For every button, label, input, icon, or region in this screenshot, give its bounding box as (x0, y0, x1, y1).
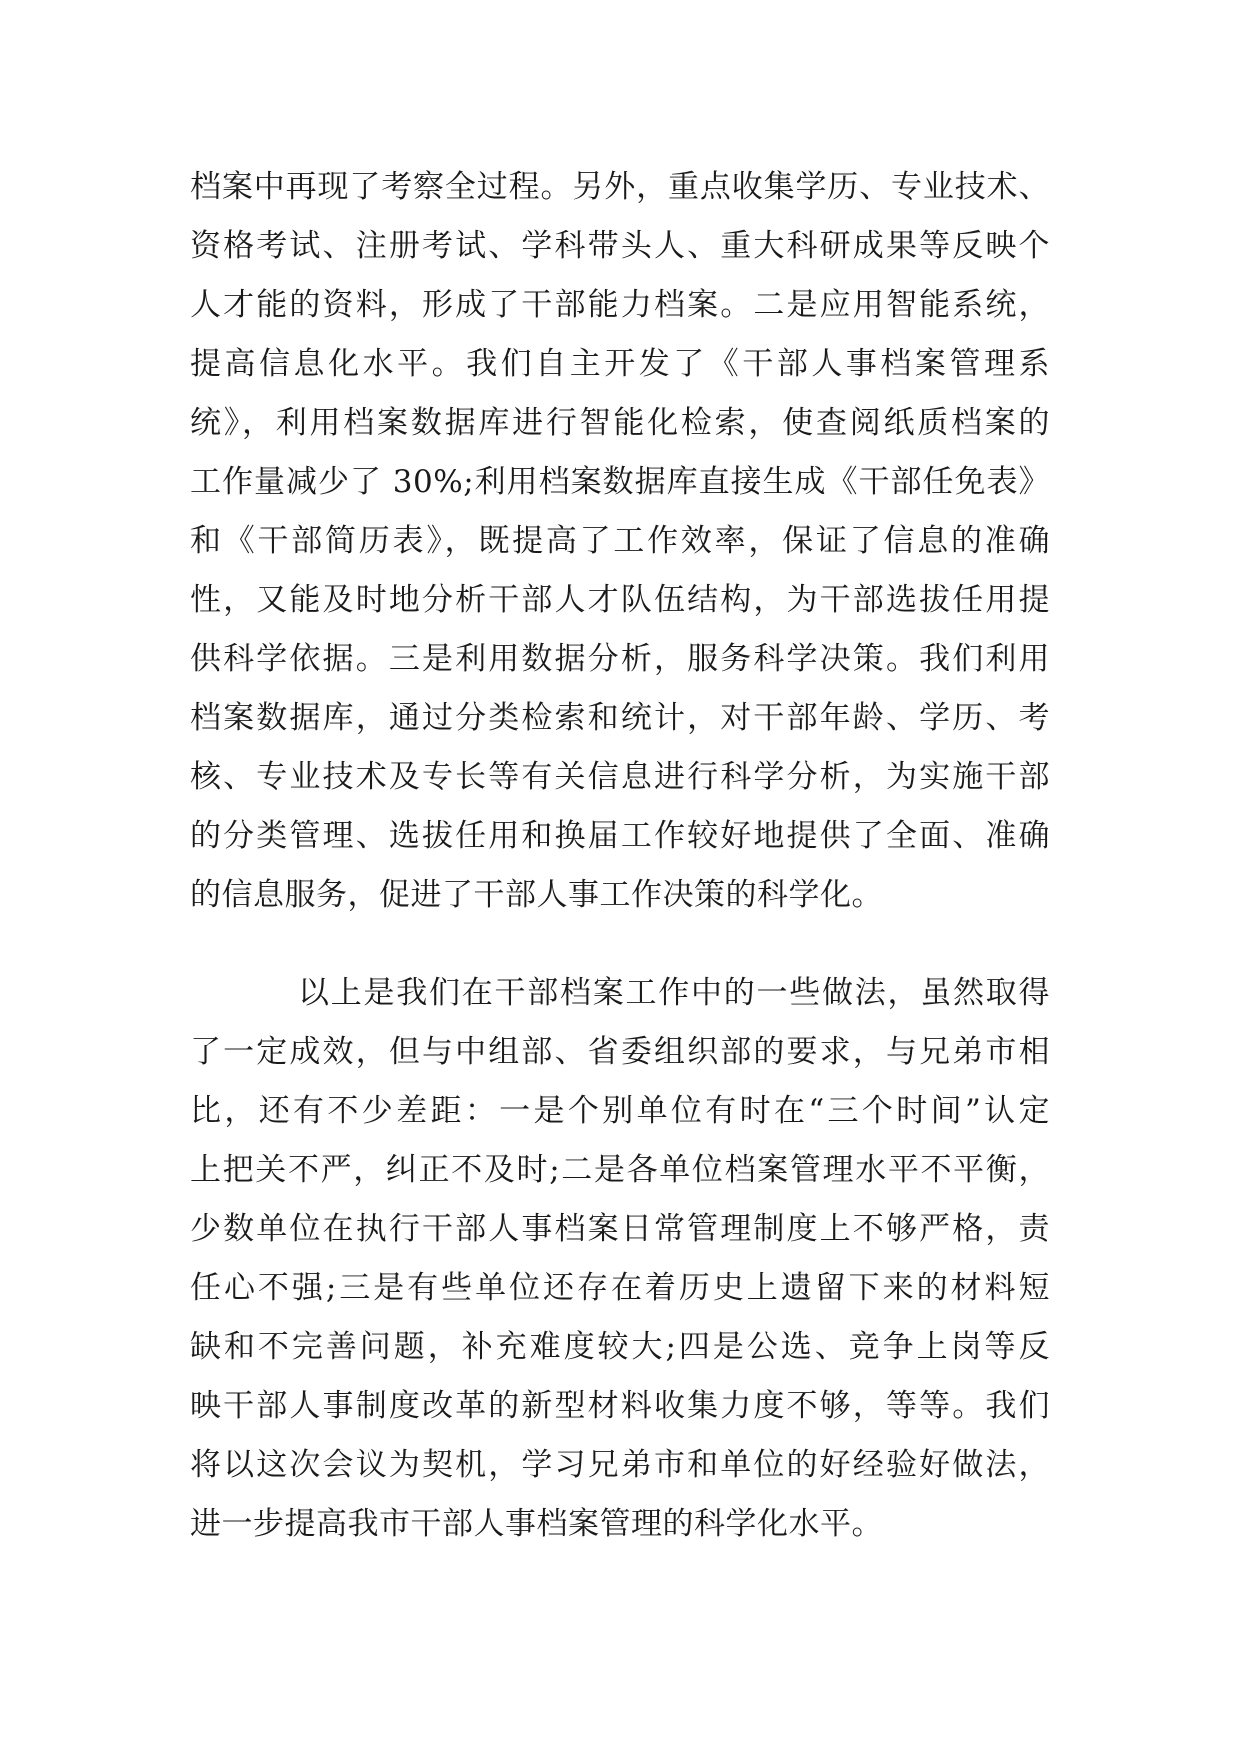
paragraph-line: 的信息服务，促进了干部人事工作决策的科学化。 (190, 877, 883, 913)
paragraph-line: 工作量减少了 30%;利用档案数据库直接生成《干部任免表》 (190, 464, 1050, 500)
paragraph-line: 以上是我们在干部档案工作中的一些做法，虽然取得 (298, 975, 1050, 1011)
paragraph-line: 统》，利用档案数据库进行智能化检索，使查阅纸质档案的 (190, 405, 1050, 441)
paragraph-line: 任心不强;三是有些单位还存在着历史上遗留下来的材料短 (190, 1270, 1050, 1306)
paragraph-2 (190, 964, 1050, 1554)
paragraph-line: 映干部人事制度改革的新型材料收集力度不够，等等。我们 (190, 1388, 1050, 1424)
paragraph-line: 档案数据库，通过分类检索和统计，对干部年龄、学历、考 (190, 700, 1050, 736)
paragraph-line: 资格考试、注册考试、学科带头人、重大科研成果等反映个 (190, 228, 1050, 264)
paragraph-line: 缺和不完善问题，补充难度较大;四是公选、竞争上岗等反 (190, 1329, 1050, 1365)
paragraph-line: 核、专业技术及专长等有关信息进行科学分析，为实施干部 (190, 759, 1050, 795)
paragraph-line: 供科学依据。三是利用数据分析，服务科学决策。我们利用 (190, 641, 1050, 677)
paragraph-line: 的分类管理、选拔任用和换届工作较好地提供了全面、准确 (190, 818, 1050, 854)
paragraph-line: 提高信息化水平。我们自主开发了《干部人事档案管理系 (190, 346, 1050, 382)
paragraph-line: 人才能的资料，形成了干部能力档案。二是应用智能系统， (190, 287, 1050, 323)
paragraph-1 (190, 158, 1050, 925)
paragraph-line: 进一步提高我市干部人事档案管理的科学化水平。 (190, 1506, 883, 1542)
paragraph-line: 将以这次会议为契机，学习兄弟市和单位的好经验好做法， (190, 1447, 1050, 1483)
paragraph-line: 上把关不严，纠正不及时;二是各单位档案管理水平不平衡， (190, 1152, 1050, 1188)
paragraph-line: 比，还有不少差距：一是个别单位有时在“三个时间”认定 (190, 1093, 1050, 1129)
paragraph-line: 性，又能及时地分析干部人才队伍结构，为干部选拔任用提 (190, 582, 1050, 618)
paragraph-line: 档案中再现了考察全过程。另外，重点收集学历、专业技术、 (190, 169, 1050, 205)
paragraph-line: 少数单位在执行干部人事档案日常管理制度上不够严格，责 (190, 1211, 1050, 1247)
paragraph-line: 了一定成效，但与中组部、省委组织部的要求，与兄弟市相 (190, 1034, 1050, 1070)
paragraph-line: 和《干部简历表》，既提高了工作效率，保证了信息的准确 (190, 523, 1050, 559)
